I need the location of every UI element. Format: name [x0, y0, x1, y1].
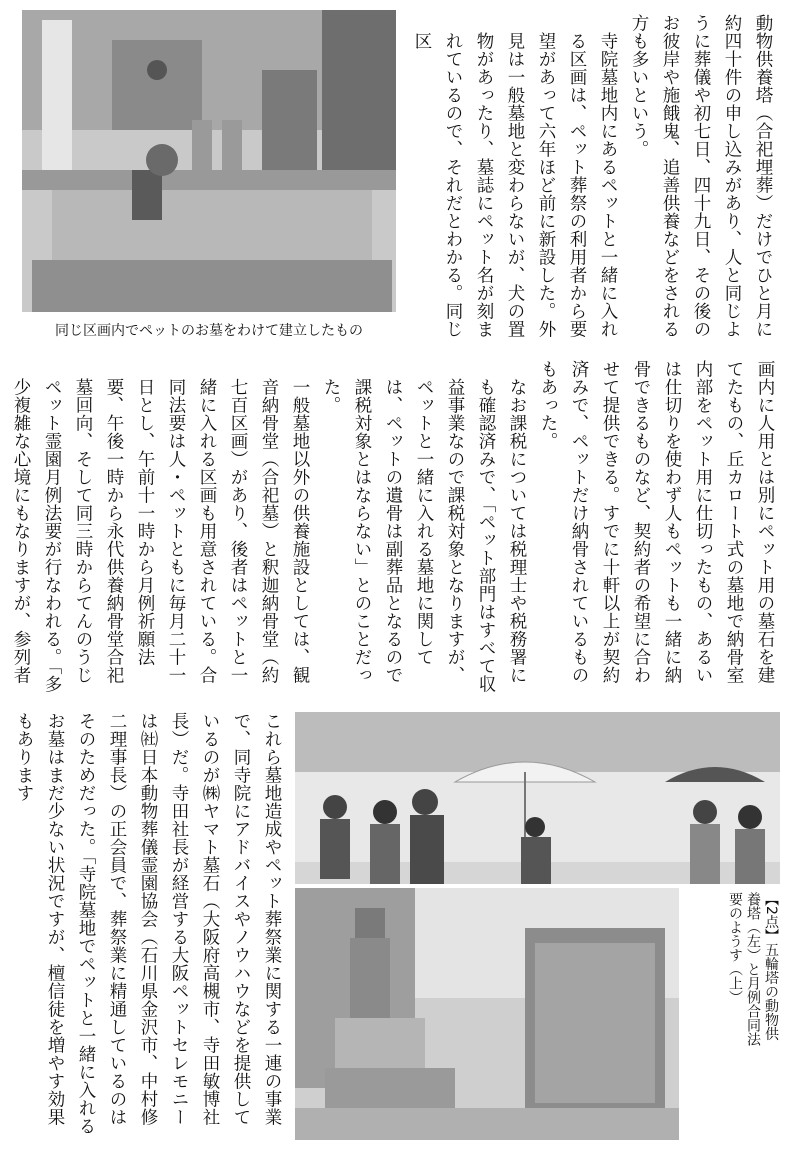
paragraph: 一般墓地以外の供養施設としては、観音納骨堂（合祀墓）と釈迦納骨堂（約七百区画）があり、後者はペットと一緒に入れる区画も用意されている。合同法要は人・ペットともに毎月二十一日とし、午前十一時から月例祈願法要、午後一時から永代供養納骨堂合祀墓回向、そして同三時からてんのうじペット霊園月例法要が行なわれる。「多少複雑な心境にもなりますが、参列者 [11, 377, 310, 693]
article-block-middle [11, 360, 780, 695]
photo-bottom-caption: 【2点】五輪塔の動物供養塔（左）と月例合同法要のようす（上） [727, 892, 779, 1046]
paragraph: 画内に人用とは別にペット用の墓石を建てたもの、丘カロート式の墓地で納骨室内部をペット用に仕切ったもの、あるいは仕切りを使わず人もペットも一緒に納骨できるものなど、契約者の希望に合わせて提供できる。すでに十軒以上が契約済みで、ペットだけ納骨されているものもあった。 [538, 360, 775, 684]
paragraph: なお課税については税理士や税務署にも確認済みで、「ペット部門はすべて収益事業なので課税対象となりますが、ペットと一緒に入れる墓地に関しては、ペットの遺骨は副葬品となるので課税対象とはならない」とのことだった。 [321, 377, 527, 693]
paragraph: 寺院墓地内にあるペットと一緒に入れる区画は、ペット葬祭の利用者から要望があって六年ほど前に新設した。外見は一般墓地と変わらないが、犬の置物があったり、墓誌にペット名が刻まれているので、それだとわかる。同じ区 [412, 31, 618, 338]
memorial-service-image [295, 712, 780, 884]
photo-animal-memorial-tower [295, 888, 679, 1140]
article-block-bottom [14, 712, 287, 1142]
photo-memorial-service [295, 712, 780, 884]
pet-grave-image [22, 10, 396, 312]
paragraph: これら墓地造成やペット葬祭業に関する一連の事業で、同寺院にアドバイスやノウハウなどを提供しているのが㈱ヤマト墓石（大阪府高槻市、寺田敏博社長）だ。寺田社長が経営する大阪ペットセレモニーは㈳日本動物葬儀霊園協会（石川県金沢市、中村修二理事長）の正会員で、葬祭業に精通しているのはそのためだった。「寺院墓地でペットと一緒に入れるお墓はまだ少ない状況ですが、檀信徒を増やす効果もあります [14, 712, 282, 1136]
photo-pet-grave-caption: 同じ区画内でペットのお墓をわけて建立したもの [55, 323, 363, 339]
photo-pet-grave [22, 10, 396, 312]
article-block-top [408, 14, 778, 344]
paragraph: 動物供養塔（合祀埋葬）だけでひと月に約四十件の申し込みがあり、人と同じように葬儀や初七日、四十九日、その後のお彼岸や施餓鬼、追善供養などをされる方も多いという。 [629, 14, 773, 338]
animal-memorial-tower-image [295, 888, 679, 1140]
